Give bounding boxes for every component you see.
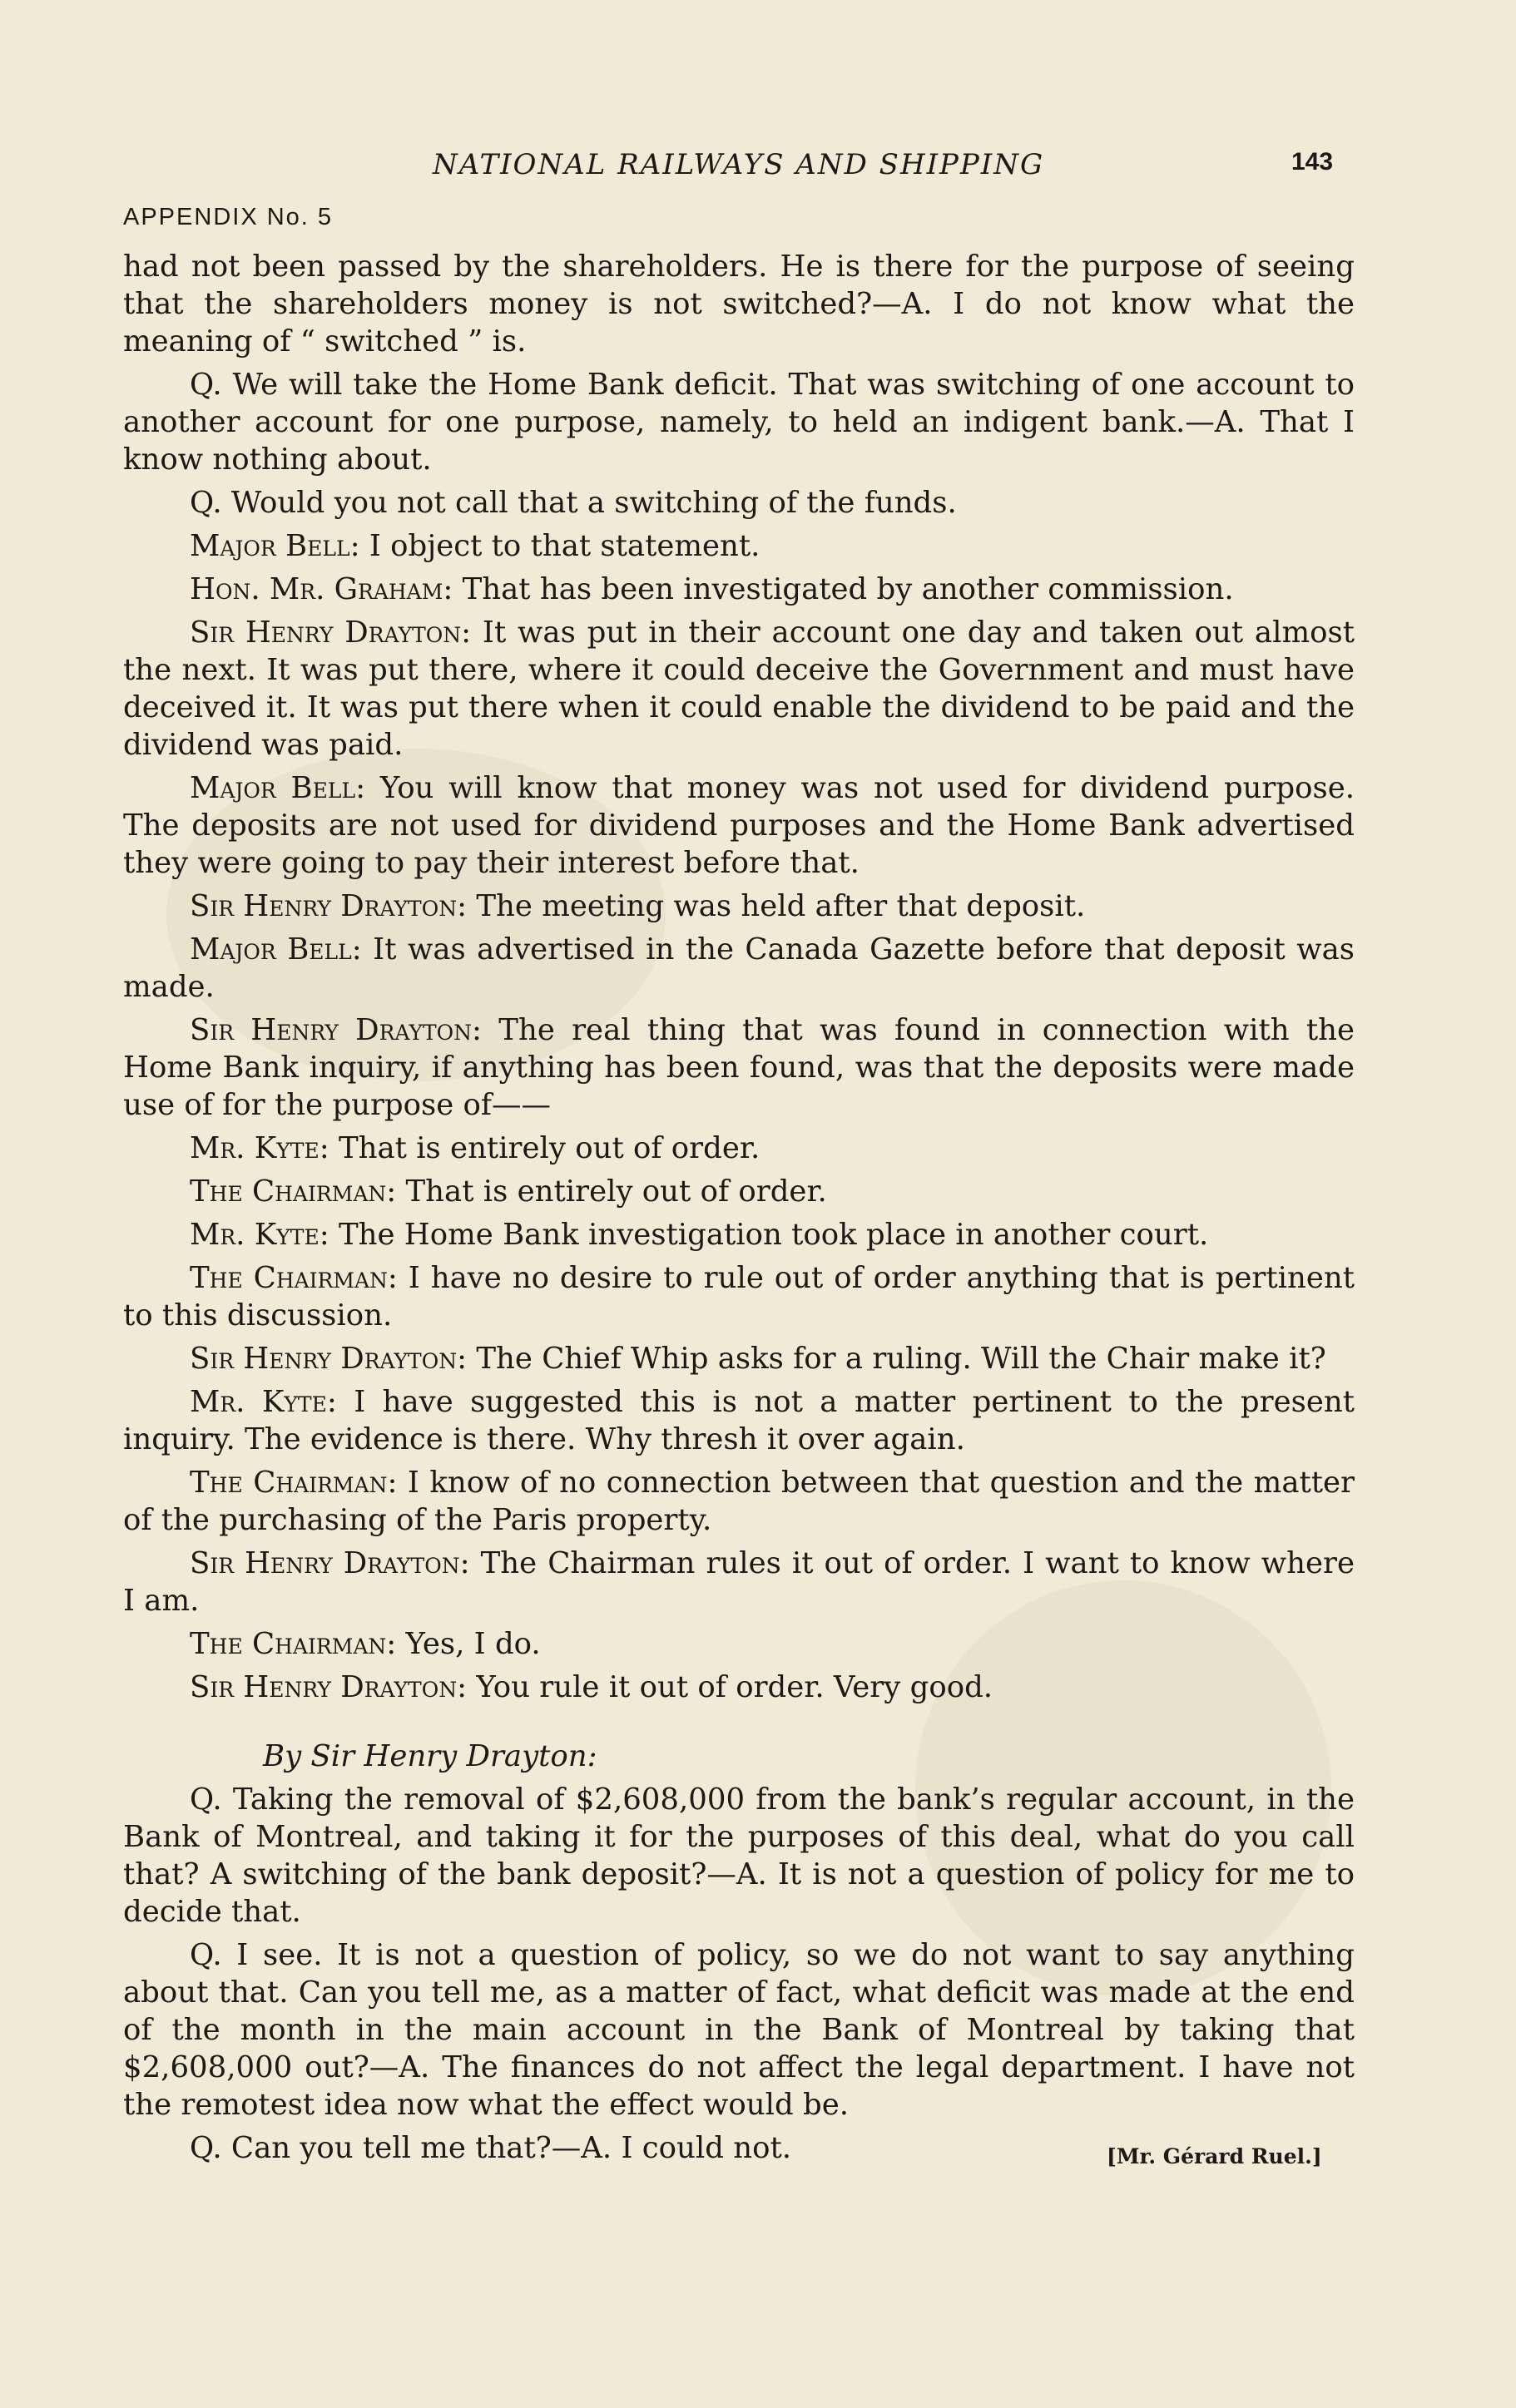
paragraph: Mr. Kyte: The Home Bank investigation took place in another court. <box>190 1218 1209 1252</box>
speaker: Mr. Kyte: <box>190 1385 337 1419</box>
question-paragraph: Q. I see. It is not a question of policy, so we do not want to say anything about that. Can you tell me, as a matter of fact, what deficit was made at the end of the month in the main account in the Bank of Montreal by taking that $2,608,000 out?—A. The finances do not affect the legal department. I have not the remotest idea now what the effect would be. <box>123 1938 1355 2122</box>
paragraph: Sir Henry Drayton: You rule it out of order. Very good. <box>190 1670 993 1704</box>
appendix-label: APPENDIX No. 5 <box>123 204 334 230</box>
examiner-subheading: By Sir Henry Drayton: <box>263 1739 597 1773</box>
page-number: 143 <box>1291 148 1334 176</box>
speaker: Major Bell: <box>190 771 366 805</box>
speaker: Sir Henry Drayton: <box>190 616 472 650</box>
paragraph: Sir Henry Drayton: The real thing that was found in connection with the Home Bank inquiry, if anything has been found, was that the deposits were made use of for the purpose of—— <box>123 1013 1355 1122</box>
paragraph: Sir Henry Drayton: The Chief Whip asks for a ruling. Will the Chair make it? <box>190 1342 1326 1376</box>
paragraph: Sir Henry Drayton: The Chairman rules it out of order. I want to know where I am. <box>123 1546 1355 1618</box>
speaker: The Chairman: <box>190 1261 398 1295</box>
paragraph: Major Bell: It was advertised in the Canada Gazette before that deposit was made. <box>123 932 1355 1004</box>
paragraph: The Chairman: I know of no connection between that question and the matter of the purchasing of the Paris property. <box>123 1466 1355 1537</box>
speaker: Sir Henry Drayton: <box>190 1013 483 1047</box>
speaker: The Chairman: <box>190 1627 397 1661</box>
paragraph: The Chairman: I have no desire to rule out of order anything that is pertinent to this discussion. <box>123 1261 1355 1333</box>
speaker: The Chairman: <box>190 1174 397 1209</box>
speaker: Major Bell: <box>190 529 360 563</box>
witness-footer: [Mr. Gérard Ruel.] <box>1107 2144 1322 2168</box>
paragraph: Major Bell: I object to that statement. <box>190 529 760 563</box>
paragraph: Sir Henry Drayton: It was put in their account one day and taken out almost the next. It was put there, where it could deceive the Government and must have deceived it. It was put there when it could enable the dividend to be paid and the dividend was paid. <box>123 616 1355 762</box>
speaker: Mr. Kyte: <box>190 1131 329 1165</box>
paragraph: had not been passed by the shareholders. He is there for the purpose of seeing that the shareholders money is not switched?—A. I do not know what the meaning of “ switched ” is. <box>123 250 1355 358</box>
speaker: Sir Henry Drayton: <box>190 1342 468 1376</box>
speaker: Sir Henry Drayton: <box>190 1670 468 1704</box>
speaker: Sir Henry Drayton: <box>190 1546 470 1580</box>
speaker: Sir Henry Drayton: <box>190 889 468 923</box>
speaker: Major Bell: <box>190 932 362 967</box>
speaker: The Chairman: <box>190 1466 398 1500</box>
running-title: NATIONAL RAILWAYS AND SHIPPING <box>433 148 1045 181</box>
paragraph: Q. Would you not call that a switching of the funds. <box>190 486 957 520</box>
paragraph: Major Bell: You will know that money was not used for dividend purpose. The deposits are not used for dividend purposes and the Home Bank advertised they were going to pay their interest before that. <box>123 771 1355 880</box>
speaker: Hon. Mr. Graham: <box>190 572 453 606</box>
paragraph: Mr. Kyte: That is entirely out of order. <box>190 1131 760 1165</box>
paragraph: Sir Henry Drayton: The meeting was held after that deposit. <box>190 889 1086 923</box>
paragraph: The Chairman: That is entirely out of order. <box>190 1174 827 1209</box>
paragraph: The Chairman: Yes, I do. <box>190 1627 541 1661</box>
question-paragraph: Q. Can you tell me that?—A. I could not. <box>190 2131 792 2165</box>
transcript-body <box>123 248 1355 2173</box>
speaker: Mr. Kyte: <box>190 1218 329 1252</box>
paragraph: Q. We will take the Home Bank deficit. That was switching of one account to another account for one purpose, namely, to held an indigent bank.—A. That I know nothing about. <box>123 368 1355 477</box>
paragraph: Mr. Kyte: I have suggested this is not a matter pertinent to the present inquiry. The evidence is there. Why thresh it over again. <box>123 1385 1355 1456</box>
question-paragraph: Q. Taking the removal of $2,608,000 from the bank’s regular account, in the Bank of Montreal, and taking it for the purposes of this deal, what do you call that? A switching of the bank deposit?—A. It is not a question of policy for me to decide that. <box>123 1783 1355 1929</box>
paragraph: Hon. Mr. Graham: That has been investigated by another commission. <box>190 572 1234 606</box>
